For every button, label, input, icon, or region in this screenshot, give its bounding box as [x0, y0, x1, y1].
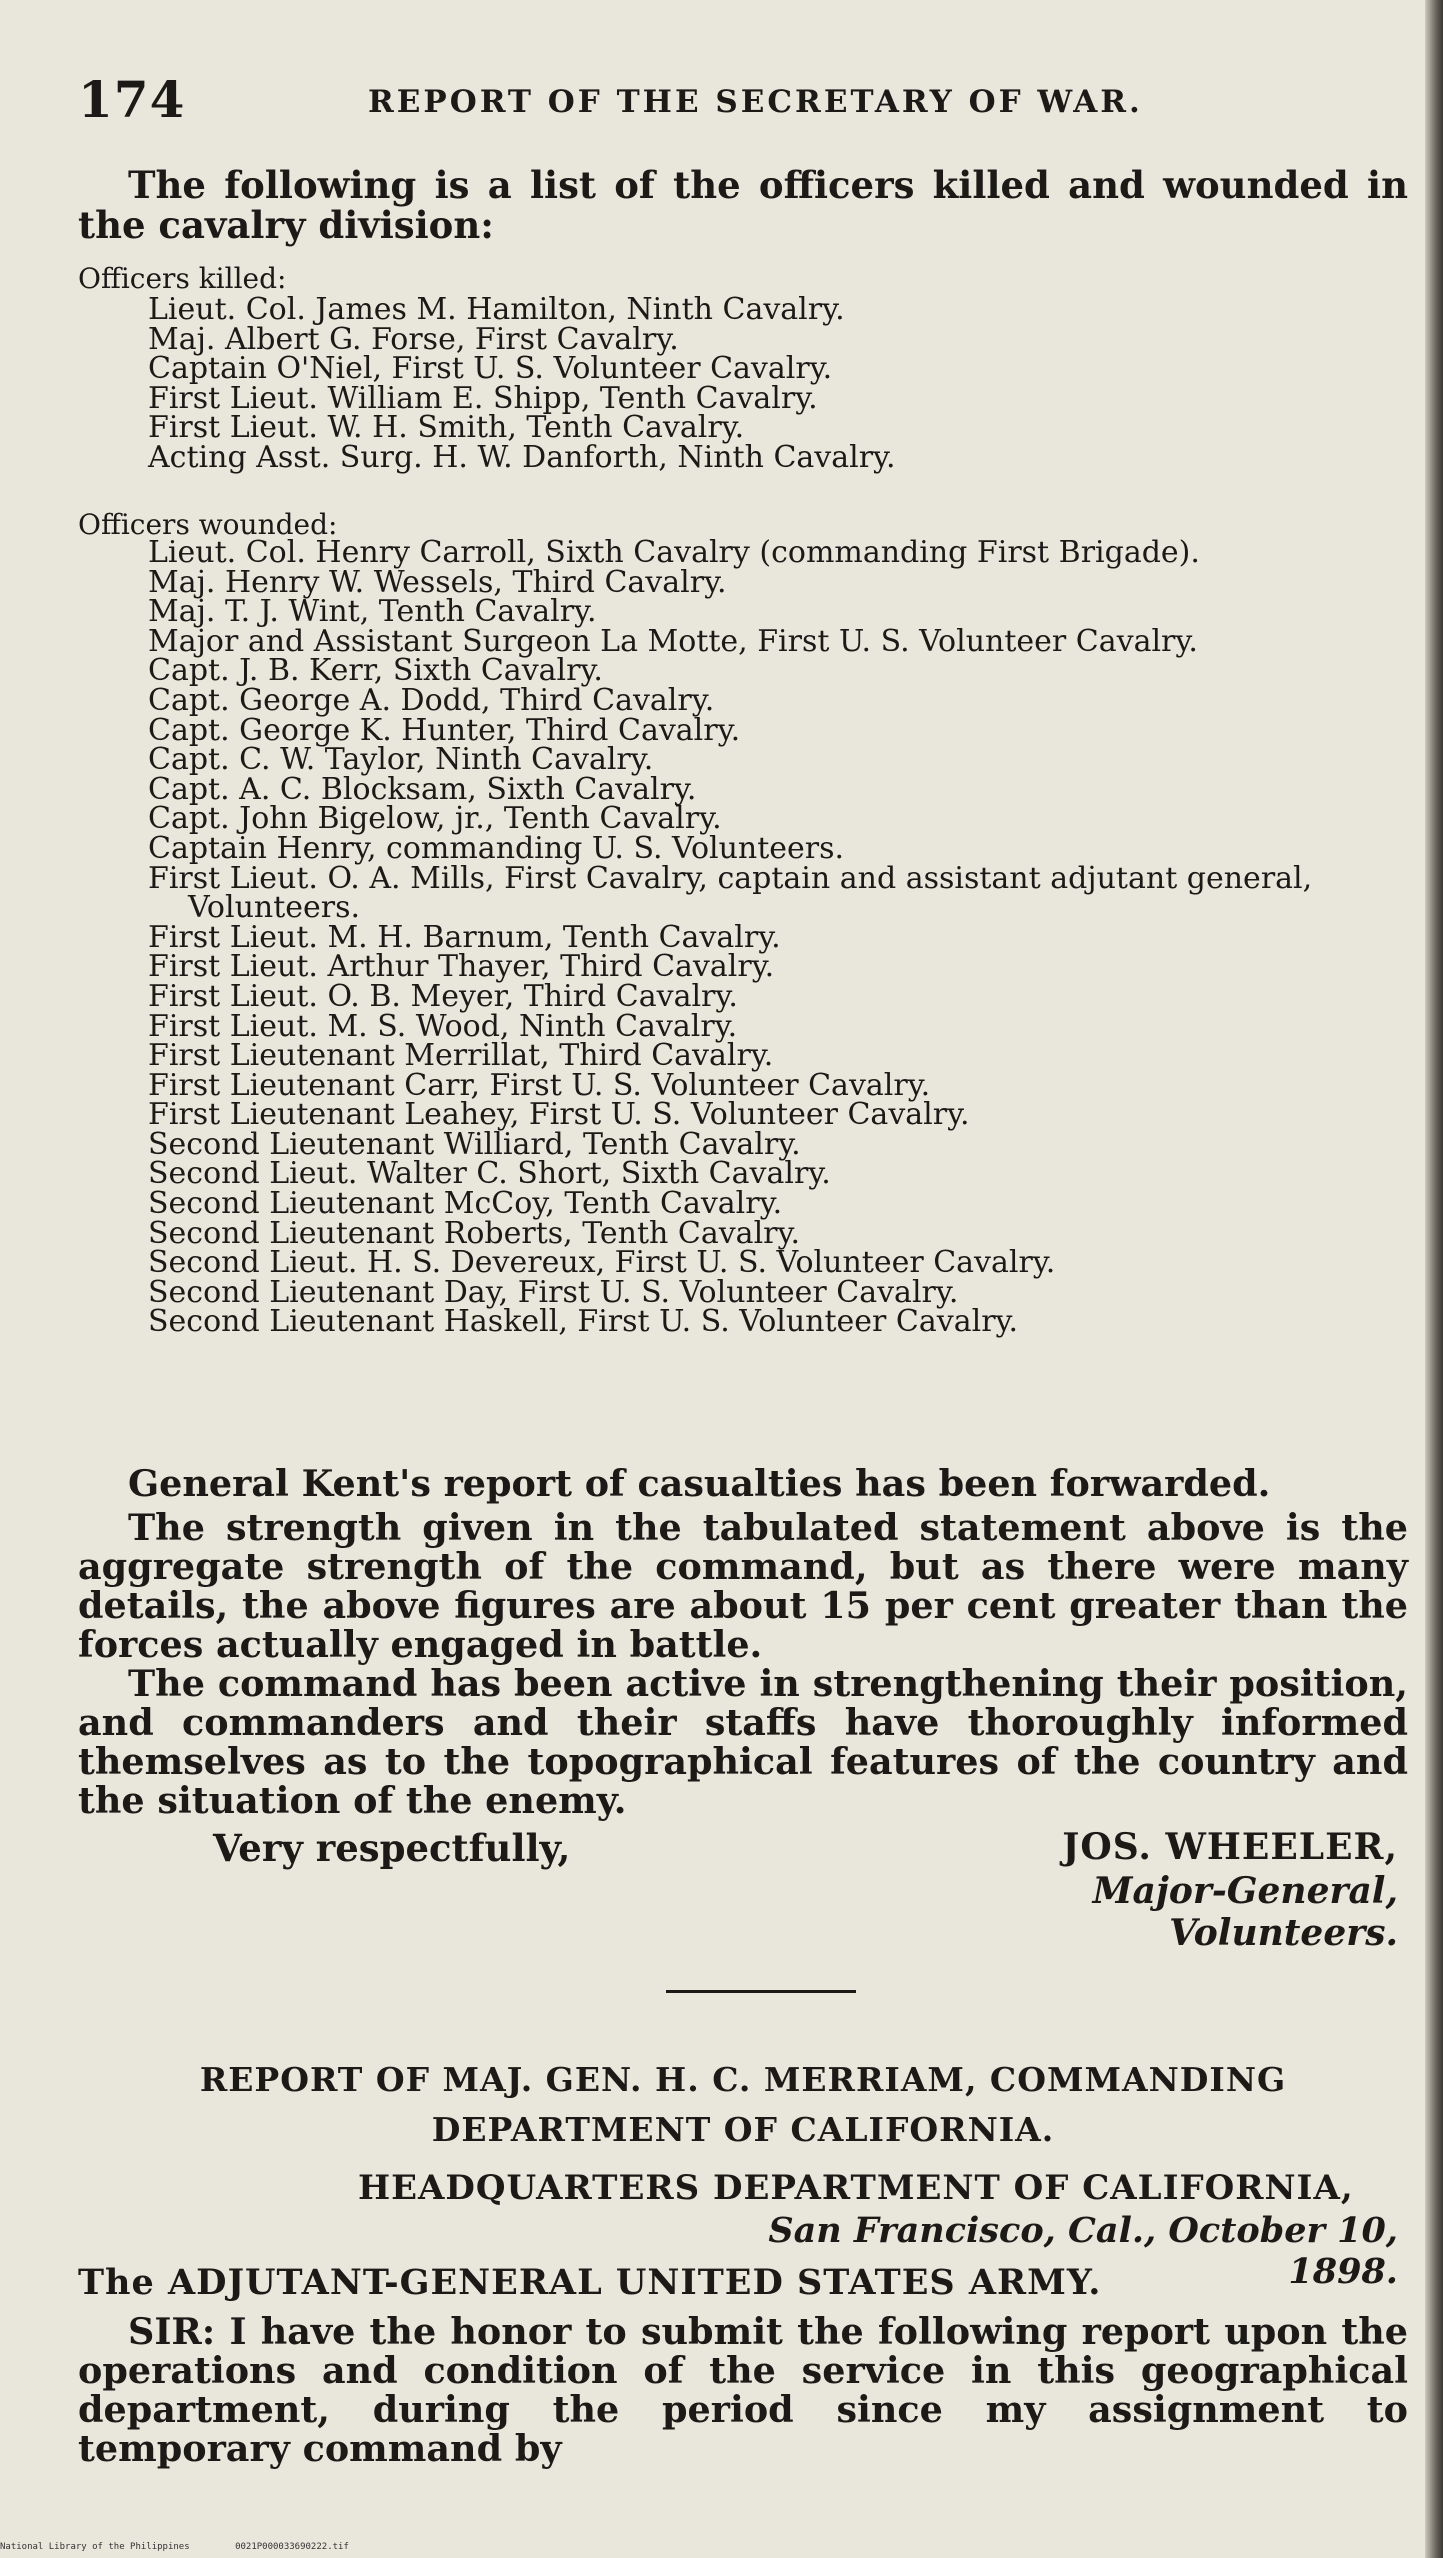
- wounded-list-item: Second Lieutenant McCoy, Tenth Cavalry.: [148, 1186, 783, 1222]
- report-opening-paragraph: [78, 2312, 1408, 2468]
- wounded-list-item: Second Lieut. H. S. Devereux, First U. S. Volunteer Cavalry.: [148, 1245, 1056, 1281]
- officers-wounded-heading: Officers wounded:: [78, 508, 338, 541]
- wounded-list-item: Maj. Henry W. Wessels, Third Cavalry.: [148, 564, 727, 600]
- salutation: SIR:: [128, 2310, 216, 2353]
- wounded-list-item: First Lieut. M. H. Barnum, Tenth Cavalry.: [148, 919, 781, 955]
- wounded-list-item: Second Lieutenant Roberts, Tenth Cavalry.: [148, 1215, 801, 1251]
- wounded-list-item: First Lieutenant Merrillat, Third Cavalry.: [148, 1038, 774, 1074]
- wounded-list-item: Lieut. Col. Henry Carroll, Sixth Cavalry (commanding First Brigade).: [148, 535, 1200, 570]
- dateline: San Francisco, Cal., October 10, 1898.: [768, 2210, 1398, 2292]
- page-number: 174: [78, 70, 186, 129]
- killed-list-item: Captain O'Niel, First U. S. Volunteer Cavalry.: [148, 351, 833, 387]
- casualty-report-paragraph: General Kent's report of casualties has been forwarded.: [128, 1462, 1271, 1505]
- officers-wounded-list: [148, 535, 1408, 1340]
- wounded-list-item: Capt. John Bigelow, jr., Tenth Cavalry.: [148, 801, 722, 837]
- page-edge: [1425, 0, 1443, 2558]
- officers-killed-list: [148, 292, 1408, 475]
- wounded-list-item: First Lieut. O. A. Mills, First Cavalry, captain and assistant adjutant general, Volunteers.: [148, 860, 1313, 926]
- addressee: The ADJUTANT-GENERAL UNITED STATES ARMY.: [78, 2262, 1102, 2303]
- wounded-list-item: Second Lieut. Walter C. Short, Sixth Cavalry.: [148, 1156, 831, 1192]
- wounded-list-item: Capt. J. B. Kerr, Sixth Cavalry.: [148, 653, 603, 689]
- wounded-list-item: First Lieut. Arthur Thayer, Third Cavalry.: [148, 949, 775, 985]
- wounded-list-item: Major and Assistant Surgeon La Motte, First U. S. Volunteer Cavalry.: [148, 623, 1198, 659]
- wounded-list-item: Second Lieutenant Day, First U. S. Volunteer Cavalry.: [148, 1274, 959, 1310]
- wounded-list-item: First Lieut. O. B. Meyer, Third Cavalry.: [148, 978, 738, 1014]
- wounded-list-item: First Lieutenant Leahey, First U. S. Volunteer Cavalry.: [148, 1097, 970, 1133]
- wounded-list-item: Second Lieutenant Williard, Tenth Cavalry.: [148, 1126, 801, 1162]
- signer-name: JOS. WHEELER,: [1062, 1826, 1398, 1868]
- wounded-list-item: Capt. A. C. Blocksam, Sixth Cavalry.: [148, 771, 697, 807]
- signer-title: Major-General, Volunteers.: [1092, 1870, 1398, 1954]
- killed-list-item: First Lieut. William E. Shipp, Tenth Cavalry.: [148, 380, 818, 416]
- section-divider: [666, 1990, 856, 1993]
- headquarters-line: HEADQUARTERS DEPARTMENT OF CALIFORNIA,: [358, 2168, 1354, 2208]
- officers-killed-heading: Officers killed:: [78, 262, 287, 295]
- wounded-list-item: Capt. George A. Dodd, Third Cavalry.: [148, 682, 715, 718]
- intro-paragraph: The following is a list of the officers killed and wounded in the cavalry division:: [78, 163, 1408, 247]
- scan-footer: [0, 2542, 600, 2552]
- killed-list-item: Lieut. Col. James M. Hamilton, Ninth Cavalry.: [148, 292, 845, 327]
- file-id: 0021P000033690222.tif: [235, 2542, 349, 2552]
- killed-list-item: Acting Asst. Surg. H. W. Danforth, Ninth Cavalry.: [148, 439, 896, 475]
- killed-list-item: Maj. Albert G. Forse, First Cavalry.: [148, 321, 679, 357]
- wounded-list-item: First Lieut. M. S. Wood, Ninth Cavalry.: [148, 1008, 738, 1044]
- library-credit: National Library of the Philippines: [0, 2542, 190, 2552]
- report-opening-text: I have the honor to submit the following report upon the operations and condition of the service in this geographical department, during the period since my assignment to temporary command by: [78, 2310, 1408, 2470]
- running-title: REPORT OF THE SECRETARY OF WAR.: [368, 84, 1143, 120]
- closing-salutation: Very respectfully,: [213, 1826, 571, 1870]
- wounded-list-item: Captain Henry, commanding U. S. Volunteers.: [148, 830, 845, 866]
- wounded-list-item: Capt. George K. Hunter, Third Cavalry.: [148, 712, 741, 748]
- strength-paragraph: The strength given in the tabulated statement above is the aggregate strength of the command, but as there were many details, the above figures are about 15 per cent greater than the forces actually engaged in battle.: [78, 1506, 1408, 1666]
- wounded-list-item: Capt. C. W. Taylor, Ninth Cavalry.: [148, 742, 654, 778]
- running-head: [78, 70, 1408, 130]
- wounded-list-item: Second Lieutenant Haskell, First U. S. Volunteer Cavalry.: [148, 1304, 1019, 1340]
- section-title: REPORT OF MAJ. GEN. H. C. MERRIAM, COMMANDING DEPARTMENT OF CALIFORNIA.: [199, 2060, 1287, 2149]
- wounded-list-item: Maj. T. J. Wint, Tenth Cavalry.: [148, 594, 597, 630]
- command-activity-paragraph: The command has been active in strengthening their position, and commanders and their staffs have thoroughly informed themselves as to the topographical features of the country and the situation of the enemy.: [78, 1662, 1408, 1822]
- killed-list-item: First Lieut. W. H. Smith, Tenth Cavalry.: [148, 410, 745, 446]
- wounded-list-item: First Lieutenant Carr, First U. S. Volunteer Cavalry.: [148, 1067, 931, 1103]
